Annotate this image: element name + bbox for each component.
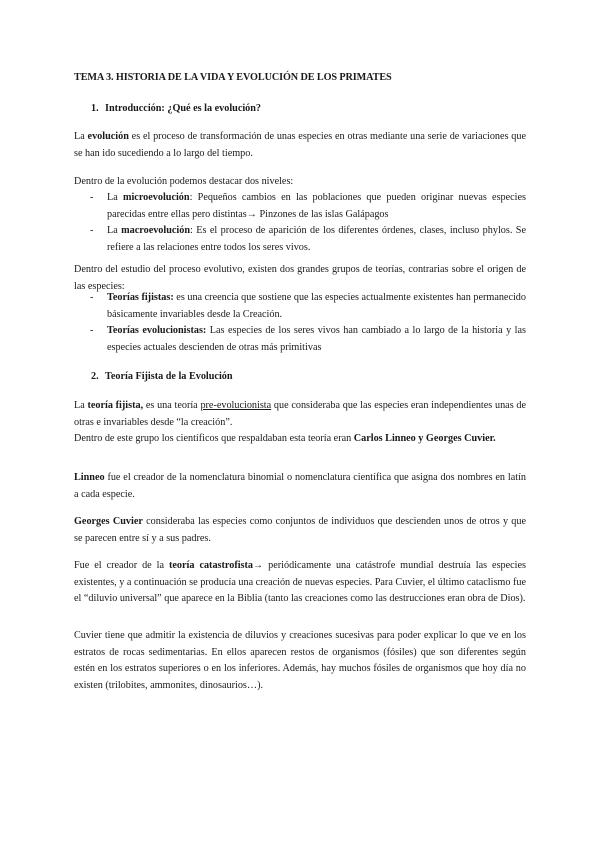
linneo-paragraph	[74, 470, 526, 503]
text-run: Fue el creador de la	[74, 560, 170, 571]
bullet-dash: -	[90, 225, 94, 236]
section-2-number: 2.	[91, 371, 99, 382]
text-run: La	[107, 192, 123, 203]
text-run: periódicamente una catástrofe mundial destruía las especies existentes, y a continuación se producía una creación de nuevas especies. Para Cuvier, el último cataclismo fue el “diluvio universal” que aparece en la Biblia (tanto las creaciones como las destrucciones eran obra de Dios).	[74, 560, 526, 604]
theories-intro: Dentro del estudio del proceso evolutivo, existen dos grandes grupos de teorías, contrarias sobre el origen de las especies:	[74, 264, 526, 292]
text-run: Dentro de este grupo los científicos que respaldaban esta teoría eran	[74, 433, 354, 444]
text-run: consideraba las especies como conjuntos de individuos que descienden unos de otros y que se parecen entre sí y a sus padres.	[74, 516, 526, 544]
fosiles-paragraph: Cuvier tiene que admitir la existencia de diluvios y creaciones sucesivas para poder explicar lo que ve en los estratos de rocas sedimentarias. En ellos aparecen restos de organismos (fósiles) que son diferentes según estén en los estratos superiores o en los inferiores. Además, hay muchos fósiles de organismos que hoy día no existen (trilobites, ammonites, dinosaurios…).	[74, 630, 526, 691]
text-run: La	[74, 131, 88, 142]
text-run: La	[107, 225, 122, 236]
term-microevolucion: microevolución	[122, 192, 190, 203]
list-item	[74, 190, 526, 223]
section-2-heading	[91, 369, 543, 386]
text-run: Las especies de los seres vivos han cambiado a lo largo de la historia y las especies actuales descienden de otras más primitivas	[107, 325, 526, 353]
bullet-dash: -	[90, 292, 94, 303]
levels-intro: Dentro de la evolución podemos destacar dos niveles:	[74, 176, 294, 187]
term-teorias-fijistas: Teorías fijistas:	[107, 292, 174, 303]
text-run: La	[74, 400, 88, 411]
list-item	[74, 323, 526, 356]
bullet-dash: -	[90, 325, 94, 336]
term-georges-cuvier: Georges Cuvier	[74, 516, 143, 527]
catastrofista-paragraph	[74, 558, 526, 608]
text-run: que consideraba que las especies eran independientes unas de otras e invariables desde “la creación”.	[74, 400, 527, 428]
list-item	[74, 290, 526, 323]
text-run: fue el creador de la nomenclatura binomial o nomenclatura científica que asigna dos nombres en latín a cada especie.	[74, 472, 526, 500]
theories-list	[74, 290, 526, 356]
levels-list	[74, 190, 526, 256]
underlined-pre-evolucionista: pre-evolucionista	[200, 400, 272, 411]
section-1-title: Introducción: ¿Qué es la evolución?	[105, 103, 262, 114]
text-run: es una creencia que sostiene que las especies actualmente existentes han permanecido básicamente invariables desde la Creación.	[107, 292, 526, 320]
text-run: : Pequeños cambios en las poblaciones que pueden originar nuevas especies parecidas entre ellas pero distintas→ Pinzones de las islas Galápagos	[107, 192, 526, 220]
term-linneo: Linneo	[74, 472, 105, 483]
document-title: TEMA 3. HISTORIA DE LA VIDA Y EVOLUCIÓN DE LOS PRIMATES	[74, 72, 392, 83]
bullet-dash: -	[90, 192, 94, 203]
term-macroevolucion: macroevolución	[121, 225, 191, 236]
text-run: es una teoría	[143, 400, 201, 411]
term-linneo-cuvier: Carlos Linneo y Georges Cuvier.	[353, 433, 496, 444]
list-item	[74, 223, 526, 256]
section-2-title: Teoría Fijista de la Evolución	[105, 371, 233, 382]
term-evolucion: evolución	[87, 131, 129, 142]
section-1-number: 1.	[91, 103, 99, 114]
text-run: : Es el proceso de aparición de los diferentes órdenes, clases, incluso phylos. Se refiere a las relaciones entre todos los seres vivos.	[107, 225, 526, 253]
term-teoria-catastrofista: teoría catastrofista→	[169, 560, 264, 571]
term-teorias-evolucionistas: Teorías evolucionistas:	[107, 325, 207, 336]
term-teoria-fijista: teoría fijista,	[87, 400, 144, 411]
evolution-definition-paragraph	[74, 129, 526, 162]
cuvier-paragraph	[74, 514, 526, 547]
fijista-paragraph	[74, 398, 526, 448]
section-1-heading	[91, 101, 543, 118]
text-run: es el proceso de transformación de unas especies en otras mediante una serie de variaciones que se han ido sucediendo a lo largo del tiempo.	[74, 131, 526, 159]
